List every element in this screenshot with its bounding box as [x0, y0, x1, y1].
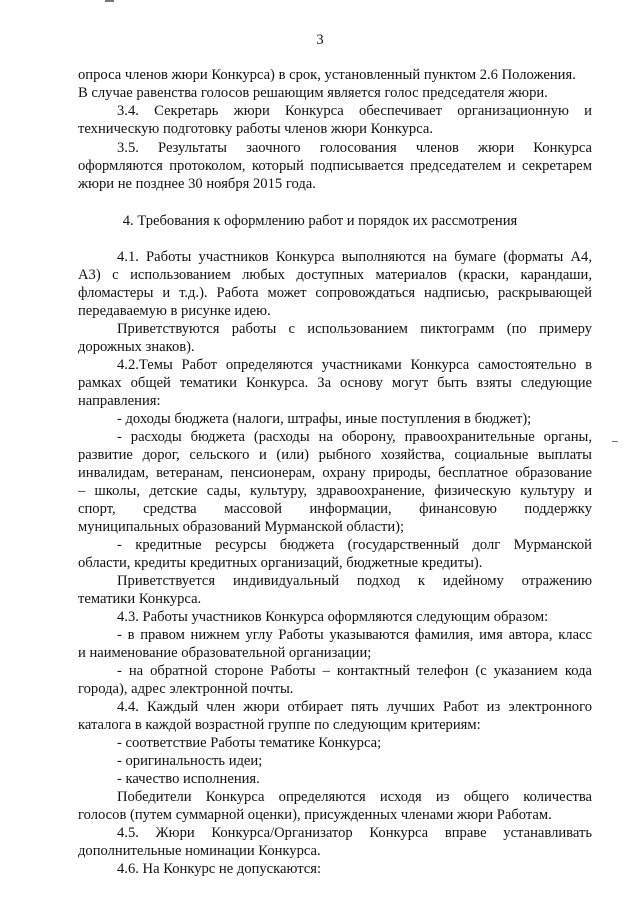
text-line: дорожных знаков). — [78, 339, 195, 355]
text-line: Победители Конкурса определяются исходя из общего количества — [117, 789, 592, 805]
text-line: Приветствуются работы с использованием пиктограмм (по примеру — [117, 321, 592, 337]
text-line: передаваемую в рисунке идею. — [78, 303, 271, 319]
text-line: 3.4. Секретарь жюри Конкурса обеспечивает организационную и — [117, 103, 592, 119]
text-line: спорт, средства массовой информации, финансовую поддержку — [78, 501, 592, 517]
text-line: муниципальных образований Мурманской области); — [78, 519, 405, 535]
text-line: города), адрес электронной почты. — [78, 681, 294, 697]
text-line: - расходы бюджета (расходы на оборону, правоохранительные органы, — [117, 429, 592, 445]
text-line: 4.6. На Конкурс не допускаются: — [117, 861, 322, 877]
text-line: 3.5. Результаты заочного голосования членов жюри Конкурса — [117, 140, 592, 156]
text-line: 4.2.Темы Работ определяются участниками Конкурса самостоятельно в — [117, 357, 592, 373]
text-line: - на обратной стороне Работы – контактный телефон (с указанием кода — [117, 663, 592, 679]
text-line: области, кредиты кредитных организаций, бюджетные кредиты). — [78, 555, 483, 571]
text-line: - в правом нижнем углу Работы указываются фамилия, имя автора, класс — [117, 627, 592, 643]
text-line: оформляются протоколом, который подписывается председателем и секретарем — [78, 158, 592, 174]
text-line: рамках общей тематики Конкурса. За основу могут быть взяты следующие — [78, 375, 592, 391]
text-line: голосов (путем суммарной оценки), присужденных членами жюри Работам. — [78, 807, 552, 823]
section-heading: 4. Требования к оформлению работ и порядок их рассмотрения — [122, 213, 518, 229]
page-number: 3 — [316, 32, 324, 48]
text-line: А3) с использованием любых доступных материалов (краски, карандаши, — [78, 267, 592, 283]
text-line: 4.4. Каждый член жюри отбирает пять лучших Работ из электронного — [117, 699, 592, 715]
text-line: и наименование образовательной организации; — [78, 645, 372, 661]
text-line: инвалидам, ветеранам, пенсионерам, охрану природы, бесплатное образование — [78, 465, 592, 481]
text-line: 4.5. Жюри Конкурса/Организатор Конкурса вправе устанавливать — [117, 825, 592, 841]
text-line: направления: — [78, 393, 161, 409]
text-line: жюри не позднее 30 ноября 2015 года. — [78, 176, 316, 192]
text-line: опроса членов жюри Конкурса) в срок, установленный пунктом 2.6 Положения. — [78, 67, 576, 83]
text-line: техническую подготовку работы членов жюри Конкурса. — [78, 121, 434, 137]
text-line: 4.3. Работы участников Конкурса оформляются следующим образом: — [117, 609, 549, 625]
text-line: - соответствие Работы тематике Конкурса; — [117, 735, 382, 751]
text-line: - качество исполнения. — [117, 771, 260, 787]
text-line: Приветствуется индивидуальный подход к идейному отражению — [117, 573, 592, 589]
text-line: В случае равенства голосов решающим является голос председателя жюри. — [78, 85, 548, 101]
text-line: – школы, детские сады, культуру, здравоохранение, физическую культуру и — [78, 483, 592, 499]
scan-mark — [612, 441, 618, 442]
text-line: дополнительные номинации Конкурса. — [78, 843, 321, 859]
text-line: фломастеры и т.д.). Работа может сопровождаться надписью, раскрывающей — [78, 285, 592, 301]
text-line: каталога в каждой возрастной группе по следующим критериям: — [78, 717, 481, 733]
text-line: - доходы бюджета (налоги, штрафы, иные поступления в бюджет); — [117, 411, 532, 427]
text-line: 4.1. Работы участников Конкурса выполняются на бумаге (форматы А4, — [117, 249, 592, 265]
scan-mark — [105, 0, 114, 2]
text-line: - оригинальность идеи; — [117, 753, 263, 769]
text-line: - кредитные ресурсы бюджета (государственный долг Мурманской — [117, 537, 592, 553]
text-line: тематики Конкурса. — [78, 591, 202, 607]
text-line: развитие дорог, сельского и (или) рыбного хозяйства, социальные выплаты — [78, 447, 592, 463]
